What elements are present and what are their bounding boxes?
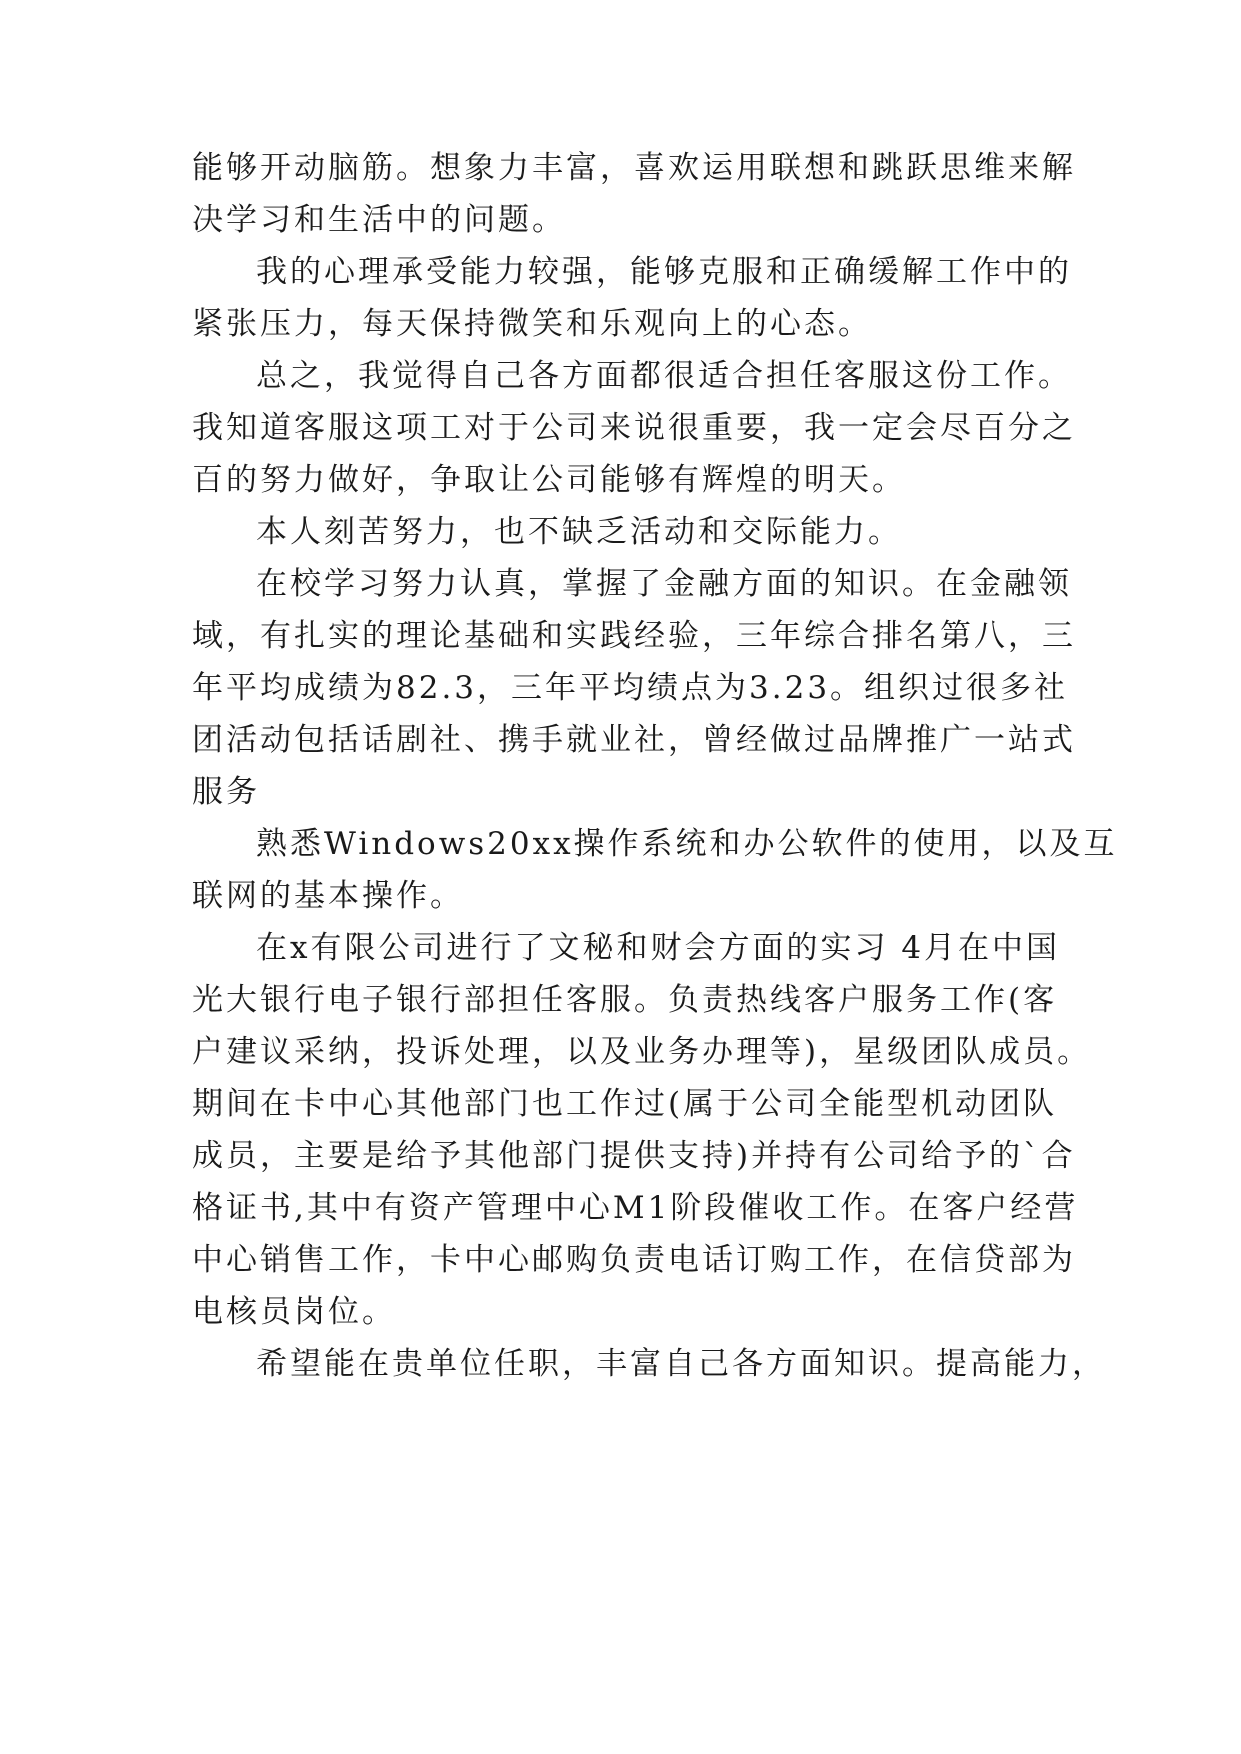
text-line: 紧张压力，每天保持微笑和乐观向上的心态。 bbox=[192, 306, 872, 342]
text-line: 成员，主要是给予其他部门提供支持)并持有公司给予的`合 bbox=[192, 1138, 1076, 1174]
text-line: 熟悉Windows20xx操作系统和办公软件的使用，以及互 bbox=[256, 826, 1118, 862]
text-line: 光大银行电子银行部担任客服。负责热线客户服务工作(客 bbox=[192, 982, 1058, 1018]
text-line: 我知道客服这项工对于公司来说很重要，我一定会尽百分之 bbox=[192, 410, 1076, 446]
text-line: 在校学习努力认真，掌握了金融方面的知识。在金融领 bbox=[256, 566, 1072, 602]
text-line: 本人刻苦努力，也不缺乏活动和交际能力。 bbox=[256, 514, 902, 550]
text-line: 年平均成绩为82.3，三年平均绩点为3.23。组织过很多社 bbox=[192, 670, 1069, 706]
text-line: 团活动包括话剧社、携手就业社，曾经做过品牌推广一站式 bbox=[192, 722, 1076, 758]
text-line: 我的心理承受能力较强，能够克服和正确缓解工作中的 bbox=[256, 254, 1072, 290]
text-line: 户建议采纳，投诉处理，以及业务办理等)，星级团队成员。 bbox=[192, 1034, 1092, 1070]
text-line: 能够开动脑筋。想象力丰富，喜欢运用联想和跳跃思维来解 bbox=[192, 150, 1076, 186]
text-line: 期间在卡中心其他部门也工作过(属于公司全能型机动团队 bbox=[192, 1086, 1058, 1122]
text-line: 百的努力做好，争取让公司能够有辉煌的明天。 bbox=[192, 462, 906, 498]
text-line: 电核员岗位。 bbox=[192, 1294, 396, 1330]
text-line: 总之，我觉得自己各方面都很适合担任客服这份工作。 bbox=[256, 358, 1072, 394]
text-line: 在x有限公司进行了文秘和财会方面的实习 4月在中国 bbox=[256, 930, 1061, 966]
text-line: 决学习和生活中的问题。 bbox=[192, 202, 566, 238]
text-line: 联网的基本操作。 bbox=[192, 878, 464, 914]
text-line: 域，有扎实的理论基础和实践经验，三年综合排名第八，三 bbox=[192, 618, 1076, 654]
text-line: 服务 bbox=[192, 774, 260, 810]
text-line: 中心销售工作，卡中心邮购负责电话订购工作，在信贷部为 bbox=[192, 1242, 1076, 1278]
text-line: 格证书,其中有资产管理中心M1阶段催收工作。在客户经营 bbox=[192, 1190, 1079, 1226]
text-line: 希望能在贵单位任职，丰富自己各方面知识。提高能力， bbox=[256, 1346, 1106, 1382]
